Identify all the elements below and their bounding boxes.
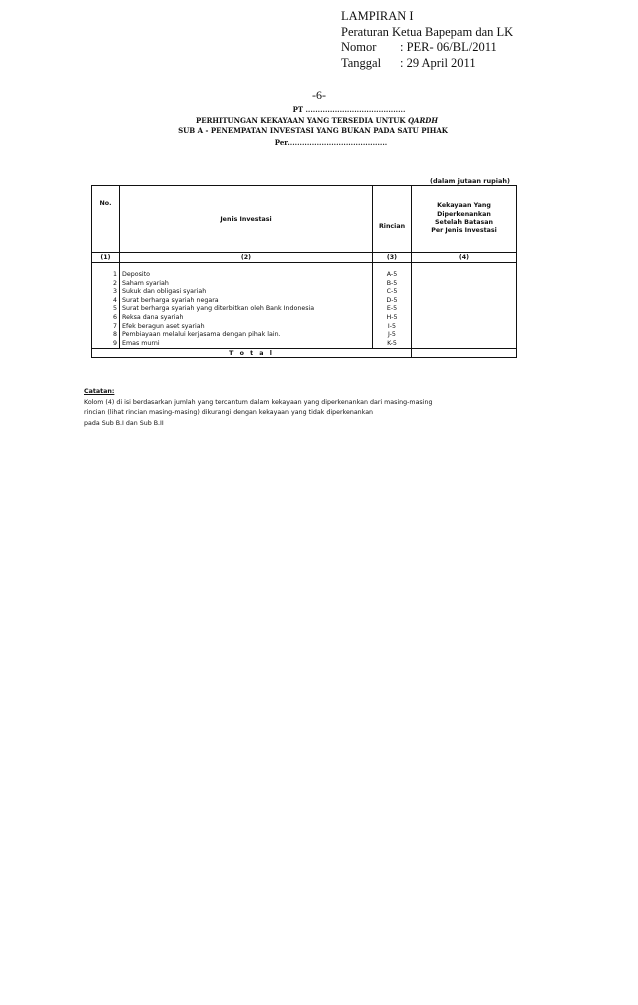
no-column	[92, 263, 120, 349]
total-row	[92, 349, 517, 358]
row-6-jenis: Reksa dana syariah	[122, 313, 184, 321]
document-title-qardh: QARDH	[407, 116, 438, 125]
total-label: T o t a l	[92, 349, 412, 358]
header-jenis: Jenis Investasi	[120, 186, 373, 253]
document-subtitle: SUB A - PENEMPATAN INVESTASI YANG BUKAN PADA SATU PIHAK	[178, 126, 448, 135]
row-4-jenis: Surat berharga syariah negara	[122, 296, 219, 304]
rincian-column	[373, 263, 412, 349]
regulation-name: Peraturan Ketua Bapepam dan LK	[341, 24, 514, 39]
row-4-rincian: D-5	[386, 296, 398, 304]
column-number-2: (2)	[120, 253, 373, 263]
nomor-value: : PER- 06/BL/2011	[400, 40, 497, 54]
row-9-no: 9	[112, 339, 117, 347]
header-kekayaan-line-3: Setelah Batasan	[435, 219, 493, 226]
row-5-no: 5	[112, 305, 117, 313]
header-rincian: Rincian	[373, 186, 412, 253]
row-5-rincian: E-5	[386, 305, 398, 313]
row-3-jenis: Sukuk dan obligasi syariah	[122, 288, 207, 296]
unit-note: (dalam jutaan rupiah)	[430, 177, 510, 185]
table-body-row	[92, 263, 517, 349]
page-number: -6-	[312, 88, 326, 102]
column-number-1: (1)	[92, 253, 120, 263]
row-2-no: 2	[112, 279, 117, 287]
row-9-jenis: Emas murni	[122, 339, 160, 347]
column-number-3: (3)	[373, 253, 412, 263]
row-1-jenis: Deposito	[122, 271, 150, 278]
row-5-jenis: Surat berharga syariah yang diterbitkan oleh Bank Indonesia	[122, 305, 315, 313]
total-value	[412, 349, 517, 358]
row-2-rincian: B-5	[386, 279, 398, 287]
row-3-rincian: C-5	[386, 288, 398, 296]
document-title-text: PERHITUNGAN KEKAYAAN YANG TERSEDIA UNTUK	[196, 116, 408, 125]
header-kekayaan	[412, 186, 517, 253]
header-kekayaan-line-4: Per Jenis Investasi	[431, 227, 497, 235]
row-6-no: 6	[112, 313, 117, 321]
jenis-column	[120, 263, 373, 349]
company-name-line: PT .........................................	[292, 105, 406, 114]
row-8-jenis: Pembiayaan melalui kerjasama dengan pihak lain.	[122, 331, 281, 339]
document-header	[341, 9, 513, 71]
notes-line-1: Kolom (4) di isi berdasarkan jumlah yang tercantum dalam kekayaan yang diperkenankan dari masing-masing	[84, 398, 433, 406]
row-9-rincian: K-5	[387, 339, 397, 347]
row-7-rincian: I-5	[387, 322, 397, 330]
lampiran-label: LAMPIRAN I	[341, 9, 414, 23]
notes-section	[84, 387, 432, 429]
notes-line-3: pada Sub B.I dan Sub B.II	[84, 419, 164, 427]
header-no: No.	[92, 186, 120, 253]
tanggal-value: : 29 April 2011	[400, 55, 476, 70]
period-line: Per.........................................	[274, 138, 388, 147]
header-kekayaan-line-2: Diperkenankan	[437, 210, 491, 218]
table-header-row	[92, 186, 517, 253]
kekayaan-column	[412, 263, 517, 349]
tanggal-label: Tanggal	[341, 55, 382, 70]
row-7-jenis: Efek beragun aset syariah	[122, 322, 205, 330]
row-1-no: 1	[112, 271, 117, 278]
column-number-4: (4)	[412, 253, 517, 263]
nomor-label: Nomor	[341, 40, 377, 54]
header-kekayaan-line-1: Kekayaan Yang	[437, 202, 491, 210]
column-number-row	[92, 253, 517, 263]
row-4-no: 4	[112, 296, 117, 304]
row-7-no: 7	[112, 322, 117, 330]
document-title	[0, 116, 636, 125]
row-1-rincian: A-5	[386, 271, 398, 278]
nomor-row	[341, 40, 513, 56]
row-2-jenis: Saham syariah	[122, 279, 169, 287]
notes-title: Catatan:	[84, 388, 115, 395]
row-8-rincian: J-5	[388, 331, 396, 339]
row-8-no: 8	[112, 331, 117, 339]
tanggal-row	[341, 56, 513, 72]
investment-table	[91, 185, 517, 358]
notes-line-2: rincian (lihat rincian masing-masing) dikurangi dengan kekayaan yang tidak diperkenankan	[84, 409, 374, 416]
row-6-rincian: H-5	[386, 313, 398, 321]
row-3-no: 3	[112, 288, 117, 296]
